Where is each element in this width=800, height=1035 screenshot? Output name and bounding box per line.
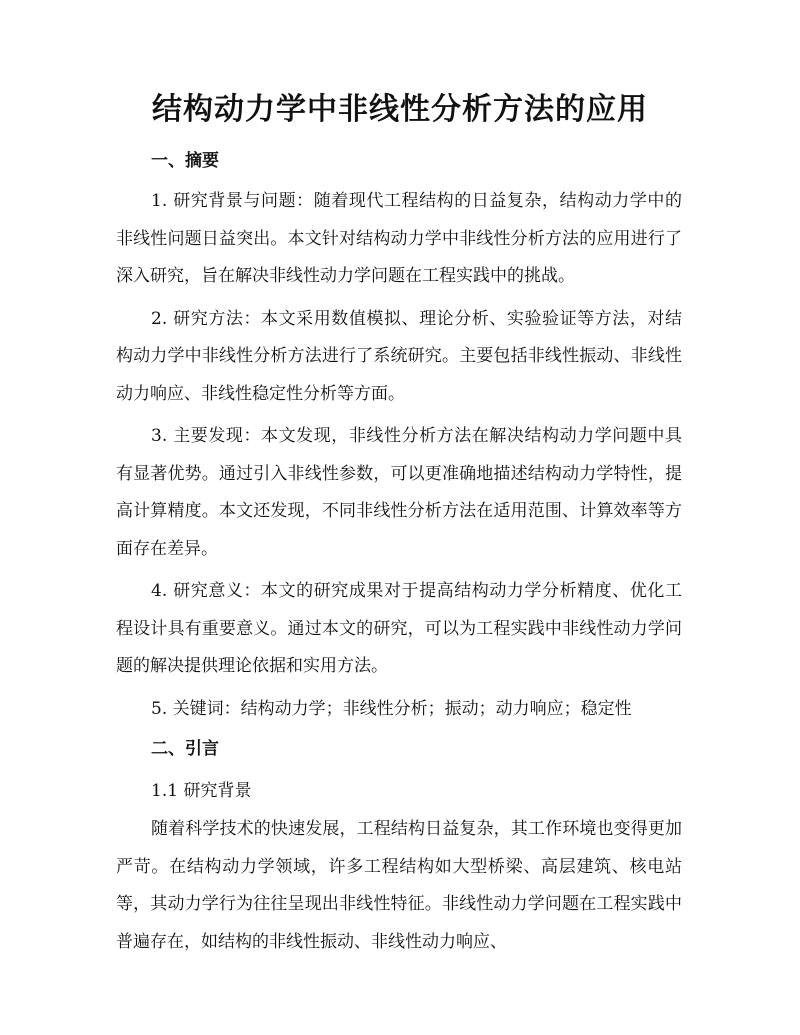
abstract-heading: 一、摘要 <box>151 151 219 171</box>
abstract-item: 5. 关键词：结构动力学；非线性分析；振动；动力响应；稳定性 <box>151 698 632 719</box>
page-title: 结构动力学中非线性分析方法的应用 <box>152 92 648 127</box>
intro-sub-heading: 1.1 研究背景 <box>151 781 252 801</box>
intro-heading: 二、引言 <box>151 739 219 759</box>
abstract-item: 3. 主要发现：本文发现，非线性分析方法在解决结构动力学问题中具有显著优势。通过引入非线性参数，可以更准确地描述结构动力学特性，提高计算精度。本文还发现，不同非线性分析方法在适用范围、计算效率等方面存在差异。 <box>116 426 682 559</box>
abstract-item: 1. 研究背景与问题：随着现代工程结构的日益复杂，结构动力学中的非线性问题日益突出。本文针对结构动力学中非线性分析方法的应用进行了深入研究，旨在解决非线性动力学问题在工程实践中的挑战。 <box>116 191 682 286</box>
document-body <box>116 140 682 961</box>
abstract-item: 4. 研究意义：本文的研究成果对于提高结构动力学分析精度、优化工程设计具有重要意义。通过本文的研究，可以为工程实践中非线性动力学问题的解决提供理论依据和实用方法。 <box>116 581 682 676</box>
intro-paragraph: 随着科学技术的快速发展，工程结构日益复杂，其工作环境也变得更加严苛。在结构动力学领域，许多工程结构如大型桥梁、高层建筑、核电站等，其动力学行为往往呈现出非线性特征。非线性动力学问题在工程实践中普遍存在，如结构的非线性振动、非线性动力响应、 <box>116 819 682 952</box>
abstract-item: 2. 研究方法：本文采用数值模拟、理论分析、实验验证等方法，对结构动力学中非线性分析方法进行了系统研究。主要包括非线性振动、非线性动力响应、非线性稳定性分析等方面。 <box>116 308 682 404</box>
